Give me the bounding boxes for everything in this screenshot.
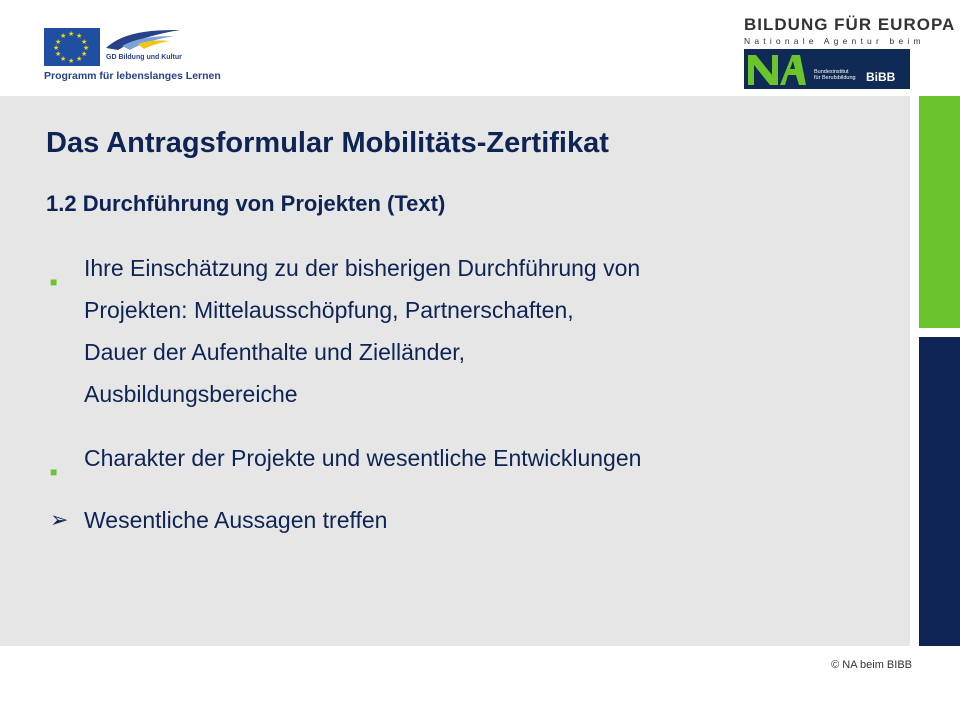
program-text: Programm für lebenslanges Lernen [44,70,221,82]
bibb-line-1: Bundesinstitut [814,69,849,75]
bullet-line: Charakter der Projekte und wesentliche Entwicklungen [84,445,642,471]
bullet-item [50,438,890,478]
bibb-small-text [814,69,856,81]
na-bibb-logo [744,49,910,89]
slide-title: Das Antragsformular Mobilitäts-Zertifikat [46,127,609,159]
square-bullet-icon: ■ [50,465,58,479]
bullet-line: Projekten: Mittelausschöpfung, Partnerschaften, [84,297,574,323]
bullet-line: Wesentliche Aussagen treffen [84,507,388,533]
nationale-agentur-subtitle: Nationale Agentur beim [744,36,925,46]
slide-subtitle: 1.2 Durchführung von Projekten (Text) [46,191,446,216]
bullet-line: Dauer der Aufenthalte und Zielländer, [84,339,466,365]
bibb-wordmark: BiBB [866,70,896,84]
eu-flag-logo: ★ ★ ★ ★ ★ ★ ★ ★ ★ ★ ★ ★ [44,28,100,66]
bullet-line: Ausbildungsbereiche [84,381,298,407]
bullet-item [50,500,890,540]
square-bullet-icon: ■ [50,275,58,289]
bildung-fuer-europa-title: BILDUNG FÜR EUROPA [744,15,956,34]
bibb-line-2: für Berufsbildung [814,75,856,81]
arrow-bullet-icon: ➢ [50,508,69,533]
bullet-item [50,248,890,418]
gd-bildung-kultur-text: GD Bildung und Kultur [106,54,182,61]
bullet-line: Ihre Einschätzung zu der bisherigen Durchführung von [84,255,641,281]
na-logo-mark [744,49,808,89]
lifelong-learning-logo [104,26,182,52]
side-bar-navy [919,337,960,646]
copyright-footer: © NA beim BIBB [831,659,912,671]
side-bar-green [919,96,960,328]
